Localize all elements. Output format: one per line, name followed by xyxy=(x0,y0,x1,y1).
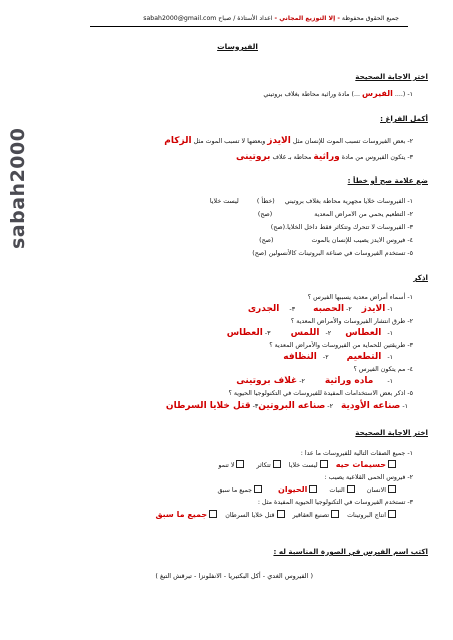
checkbox[interactable] xyxy=(209,510,217,518)
sec4-q5: ٥- اذكر بعض الاستخدامات المفيدة للفيروسات في التكنولوجيا الحيوية ؟ xyxy=(228,390,413,397)
sec4-q3-answers: ١- التطعيم ٢- النظافه xyxy=(283,352,393,362)
sec4-q1-answers: ١- الايدز ٢- الحصبه ٣- الجدرى xyxy=(247,304,393,314)
sec2-q3: ٣- يتكون الفيروس من مادة وراثية محاطة بـ غلاف بروتينى xyxy=(236,152,413,162)
sec6-options: ( الفيروس الغدي - أكل البكتيريا - الانفلونزا - تبرقش التبغ ) xyxy=(155,572,313,580)
sec5-q3: ٣- تستخدم الفيروسات في التكنولوجيا الحيوية المفيدة مثل : xyxy=(257,499,413,506)
sec5-q1-options: حسيمات حيه ليست خلايا تتكاثر لا تنمو xyxy=(218,460,398,469)
sec4-heading: اذكر xyxy=(413,273,428,282)
sec2-q2-answer2: الزكام xyxy=(164,136,192,146)
header-rights: جميع الحقوق محفوظة xyxy=(341,15,399,22)
sec2-q3-answer1: وراثية xyxy=(313,152,340,162)
sec1-heading: اختر الاجابة الصحيحة xyxy=(355,72,428,81)
watermark xyxy=(3,100,33,260)
sec4-q5-answers: ١- صناعه الأودية ٢- صناعه البروتين٣- قتل خلايا السرطان xyxy=(165,401,408,411)
checkbox[interactable] xyxy=(347,485,355,493)
checkbox[interactable] xyxy=(277,510,285,518)
sec4-q2-answers: ١- العطاس ٢- اللمس ٣- العطاس xyxy=(226,328,393,338)
sec5-q2-options: الانسان النبات الحيوان جميع ما سبق xyxy=(217,485,398,494)
sec2-q3-answer2: بروتينى xyxy=(236,152,271,162)
sec4-q1: ١- أسماء أمراض معدية يسببها الفيرس ؟ xyxy=(307,294,413,301)
sec5-q2: ٢- فيروس الحمى القلاعية يصيب : xyxy=(324,474,413,481)
sec4-q4-answers: ١- ماده وراثية ٢- غلاف بروتينى xyxy=(236,376,393,386)
sec2-heading: أكمل الفراغ : xyxy=(380,114,428,123)
sec3-item: ١- الفيروسات خلايا مجهرية محاطة بغلاف بروتيني (خطأ ) ليست خلايا xyxy=(209,198,413,205)
sec2-q2-answer1: الايدز xyxy=(267,136,291,146)
sec2-q2: ٢- بعض الفيروسات تسبب الموت للإنسان مثل الايدز وبعضها لا تسبب الموت مثل الزكام xyxy=(164,136,413,146)
sec3-item: ٥- تستخدم الفيروسات في صناعة البروتينات كالأنسولين (صح) xyxy=(252,250,413,257)
checkbox[interactable] xyxy=(309,485,317,493)
sec5-heading: اختر الاجابة الصحيحة xyxy=(355,428,428,437)
sec5-q1: ١- جميع الصفات التالية للفيروسات ما عدا : xyxy=(300,450,413,457)
header-divider xyxy=(90,26,408,27)
checkbox[interactable] xyxy=(320,460,328,468)
sec4-q3: ٣- طريقتين للحماية من الفيروسات والأمراض المعدية ؟ xyxy=(269,342,413,349)
checkbox[interactable] xyxy=(388,510,396,518)
checkbox[interactable] xyxy=(331,510,339,518)
sec6-heading: اكتب اسم الفيرس في الصورة المناسبة له : xyxy=(273,547,428,556)
header-author: اعداد الأستاذة / صباح xyxy=(218,15,273,22)
sec4-q4: ٤- مم يتكون الفيرس ؟ xyxy=(353,366,413,373)
sec3-item: ٣- الفيروسات لا تتحرك وتتكاثر فقط داخل الخلايا.(صح) xyxy=(270,224,413,231)
checkbox[interactable] xyxy=(388,460,396,468)
page-header xyxy=(94,15,399,22)
checkbox[interactable] xyxy=(388,485,396,493)
checkbox[interactable] xyxy=(254,485,262,493)
sec3-item: ٤- فيروس الايدز يصيب للإنسان بالموت (صح) xyxy=(259,237,413,244)
sec1-q1: ١- (.... الفيرس ...) مادة وراثية محاطة بغلاف بروتيني xyxy=(263,89,413,98)
sec5-q3-options: انتاج البروتينات تصنيع العقاقير قتل خلايا السرطان جميع ما سبق xyxy=(155,510,398,519)
watermark-text: sabah2000 xyxy=(7,127,29,249)
header-email: sabah2000@gmail.com xyxy=(143,15,217,22)
header-free-distribution: - إلا التوزيع المجاني - xyxy=(274,15,340,22)
sec3-heading: ضع علامة صح أو خطأ : xyxy=(347,176,428,185)
checkbox[interactable] xyxy=(273,460,281,468)
page-title: الفيروسات xyxy=(217,42,258,51)
sec4-q2: ٢- طرق انتشار الفيروسات والأمراض المعدية ؟ xyxy=(290,318,413,325)
checkbox[interactable] xyxy=(236,460,244,468)
sec1-q1-answer: الفيرس xyxy=(362,89,393,98)
sec3-item: ٢- التطعيم يحمي من الامراض المعدية (صح) xyxy=(257,211,413,218)
